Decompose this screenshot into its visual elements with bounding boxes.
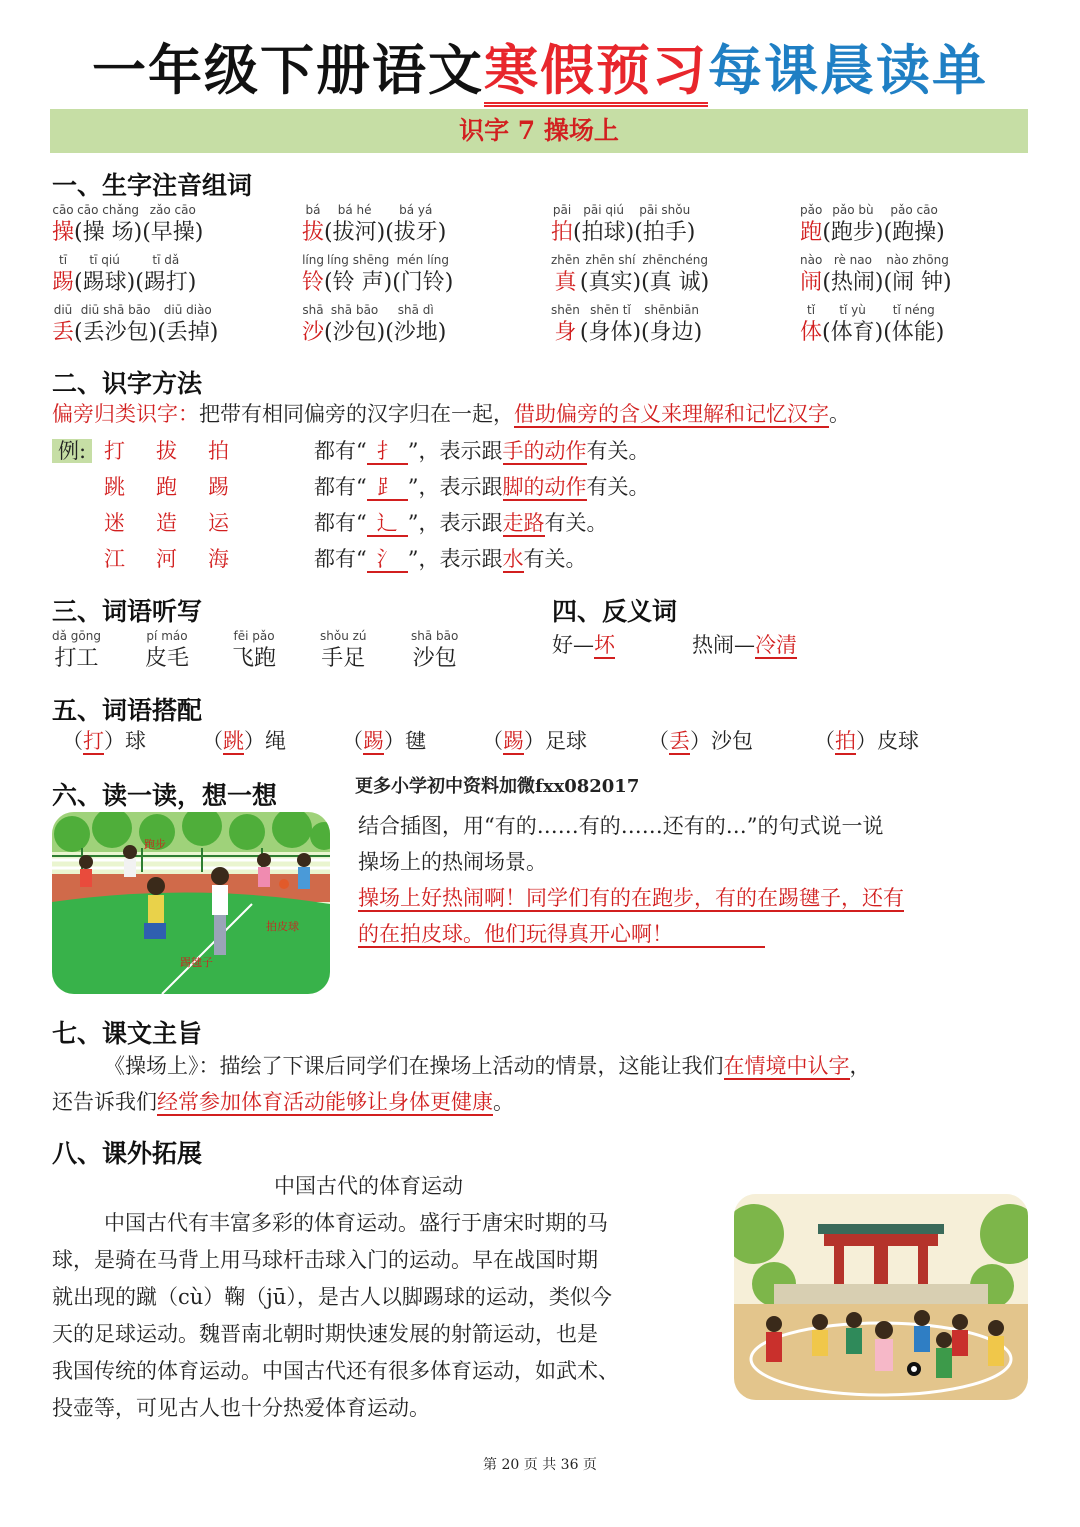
dictation-word: [320, 628, 367, 674]
hanzi: 手足: [321, 646, 366, 671]
vocab-word: [385, 202, 446, 248]
pinyin: tī dǎ: [152, 253, 180, 267]
hanzi: (真 诚): [641, 270, 710, 295]
article-line: 中国古代有丰富多彩的体育运动。盛行于唐宋时期的马: [104, 1211, 608, 1235]
example-char: 拔: [156, 439, 177, 463]
hanzi: 跑: [800, 220, 823, 245]
text: 都有“: [314, 511, 367, 535]
section-heading-4: 四、反义词: [552, 597, 678, 626]
vocab-char: [800, 302, 822, 348]
reading-answer-1: 操场上好热闹啊！同学们有的在跑步，有的在踢毽子，还有: [358, 886, 904, 910]
pinyin: shǒu zú: [320, 629, 367, 643]
verb: 踢: [363, 729, 384, 753]
dictation-word: [411, 628, 458, 674]
method-line: 偏旁归类识字：把带有相同偏旁的汉字归在一起，借助偏旁的含义来理解和记忆汉字。: [52, 402, 850, 426]
verb: 拍: [835, 729, 856, 753]
hanzi: 闹: [800, 270, 823, 295]
text: 有关。: [523, 547, 587, 571]
cuju-image: [734, 1194, 1028, 1400]
radical: 辶: [367, 511, 408, 537]
hanzi: 沙包: [412, 646, 457, 671]
section-heading-5: 五、词语搭配: [52, 696, 203, 725]
word: [232, 628, 276, 674]
noun: 沙包: [711, 729, 753, 753]
vocab-entry: [800, 302, 944, 348]
verb: 跳: [223, 729, 244, 753]
page-footer: 第 20 页 共 36 页: [483, 1457, 597, 1473]
vocab-word: [641, 252, 709, 298]
example-label: 例:: [52, 433, 92, 469]
vocab-entry: [52, 202, 203, 248]
vocab-word: [142, 202, 203, 248]
vocab-entry: [302, 252, 453, 298]
example-chars: [104, 433, 314, 469]
vocab-char: [800, 202, 822, 248]
hanzi: (体育): [822, 320, 884, 345]
vocab-word: [641, 302, 702, 348]
pinyin: tǐ yù: [839, 303, 866, 317]
article-line: 我国传统的体育运动。中国古代还有很多体育运动，如武术、: [52, 1359, 619, 1383]
pinyin: shā bāo: [330, 303, 379, 317]
vocab-char: [52, 202, 74, 248]
vocab-word: [580, 302, 641, 348]
section-heading-6: 六、读一读，想一想: [52, 781, 278, 810]
pinyin: rè nao: [833, 253, 872, 267]
hanzi: (真实): [579, 270, 642, 295]
article-line: 天的足球运动。魏晋南北朝时期快速发展的射箭运动，也是: [52, 1322, 598, 1346]
meaning: 手的动作: [502, 439, 587, 463]
vocab-entry: [551, 202, 695, 248]
pinyin: tī: [58, 253, 68, 267]
collocation-item: （跳）绳: [202, 729, 286, 753]
radical-row: [104, 505, 608, 541]
collocation-item: （打）球: [62, 729, 146, 753]
meaning: 走路: [502, 511, 545, 535]
noun: 球: [125, 729, 146, 753]
radical: 扌: [367, 439, 408, 465]
theme-line-1: 《操场上》：描绘了下课后同学们在操场上活动的情景，这能让我们在情境中认字，: [104, 1054, 871, 1078]
pinyin: pāi qiú: [583, 203, 624, 217]
hanzi: (沙包): [324, 320, 386, 345]
hanzi: 身: [554, 320, 577, 345]
vocab-entry: [551, 302, 702, 348]
hanzi: (铃 声): [324, 270, 393, 295]
lesson-banner: 识字 7 操场上: [50, 109, 1028, 153]
vocab-char: [302, 202, 324, 248]
section-heading-1: 一、生字注音组词: [52, 171, 253, 200]
text: 有关。: [586, 475, 650, 499]
theme-line-2: 还告诉我们经常参加体育活动能够让身体更健康。: [52, 1090, 514, 1114]
antonym-pair-1: 好—坏: [552, 633, 615, 657]
vocab-word: [324, 302, 385, 348]
hanzi: (身体): [579, 320, 642, 345]
example-chars: [104, 541, 314, 577]
vocab-entry: [52, 252, 196, 298]
pinyin: shā dì: [397, 303, 434, 317]
hanzi: 铃: [302, 270, 325, 295]
text: ”，表示跟: [407, 547, 503, 571]
vocab-word: [74, 252, 135, 298]
dictation-word: [232, 628, 276, 674]
text: ”，表示跟: [407, 475, 503, 499]
hanzi: 踢: [52, 270, 75, 295]
pinyin: pǎo cāo: [890, 203, 938, 217]
pinyin: shēn: [551, 303, 580, 317]
text: 都有“: [314, 475, 367, 499]
pinyin: shā: [302, 303, 324, 317]
pinyin: dǎ gōng: [52, 629, 101, 643]
dictation-word: [52, 628, 101, 674]
vocab-char: [302, 302, 324, 348]
pinyin: bá hé: [337, 203, 372, 217]
hanzi: (拔河): [324, 220, 386, 245]
hanzi: (拍手): [634, 220, 696, 245]
hanzi: (闹 钟): [883, 270, 952, 295]
noun: 皮球: [877, 729, 919, 753]
reading-prompt-1: 结合插图，用“有的……有的……还有的…”的句式说一说: [358, 814, 884, 838]
hanzi: (踢球): [74, 270, 136, 295]
vocab-char: [551, 202, 573, 248]
pinyin: zhēn: [551, 253, 580, 267]
ancient-sports-illustration: [734, 1194, 1028, 1400]
hanzi: (早操): [142, 220, 204, 245]
word: [145, 628, 189, 674]
example-chars: [104, 505, 314, 541]
vocab-word: [157, 302, 218, 348]
pinyin: diū diào: [163, 303, 212, 317]
text: 有关。: [544, 511, 608, 535]
pinyin: cāo chǎng: [77, 203, 140, 217]
pinyin: tǐ: [806, 303, 816, 317]
example-chars: [104, 469, 314, 505]
hanzi: (跑操): [883, 220, 945, 245]
pinyin: tī qiú: [89, 253, 120, 267]
vocab-word: [822, 252, 883, 298]
reading-prompt-2: 操场上的热闹场景。: [358, 850, 547, 874]
hanzi: (丢掉): [157, 320, 219, 345]
section-heading-7: 七、课文主旨: [52, 1019, 203, 1048]
collocation-item: （丢）沙包: [648, 729, 753, 753]
vocab-entry: [302, 202, 446, 248]
text: ”，表示跟: [407, 439, 503, 463]
radical: ⻊: [367, 475, 408, 501]
hanzi: 体: [800, 320, 823, 345]
label-running: 跑步: [144, 838, 166, 851]
hanzi: (丢沙包): [74, 320, 158, 345]
hanzi: (跑步): [822, 220, 884, 245]
example-char: 造: [156, 511, 177, 535]
pinyin: tǐ néng: [892, 303, 935, 317]
pinyin: pí máo: [146, 629, 188, 643]
pinyin: pāi: [552, 203, 572, 217]
vocab-entry: [302, 302, 446, 348]
verb: 踢: [503, 729, 524, 753]
example-char: 拍: [208, 439, 229, 463]
vocab-word: [883, 302, 944, 348]
word: [411, 628, 458, 674]
example-char: 踢: [208, 475, 229, 499]
radical-row: [104, 541, 587, 577]
section-heading-2: 二、识字方法: [52, 369, 203, 398]
hanzi: 皮毛: [145, 646, 190, 671]
pinyin: pāi shǒu: [639, 203, 691, 217]
pinyin: líng: [302, 253, 324, 267]
meaning: 脚的动作: [502, 475, 587, 499]
vocab-word: [135, 252, 196, 298]
example-char: 海: [208, 547, 229, 571]
pinyin: pǎo bù: [832, 203, 874, 217]
pinyin: nào zhōng: [886, 253, 949, 267]
pinyin: shā bāo: [411, 629, 459, 643]
antonym-pair-2: 热闹—冷清: [692, 633, 797, 657]
dictation-word: [145, 628, 189, 674]
vocab-entry: [800, 252, 952, 298]
pinyin: nào: [800, 253, 823, 267]
pinyin: fēi pǎo: [233, 629, 275, 643]
radical: 氵: [367, 547, 408, 573]
article-line: 就出现的蹴（cù）鞠（jū），是古人以脚踢球的运动，类似今: [52, 1285, 612, 1309]
label-shuttlecock: 踢毽子: [180, 956, 213, 969]
article-line: 投壶等，可见古人也十分热爱体育运动。: [52, 1396, 430, 1420]
example-char: 跑: [156, 475, 177, 499]
vocab-char: [800, 252, 822, 298]
hanzi: (踢打): [135, 270, 197, 295]
hanzi: 丢: [52, 320, 75, 345]
pinyin: pǎo: [800, 203, 823, 217]
pinyin: líng shēng: [327, 253, 390, 267]
vocab-word: [324, 252, 392, 298]
pinyin: zhēn shí: [585, 253, 636, 267]
promo-text: 更多小学初中资料加微fxx082017: [355, 776, 640, 797]
pinyin: zhēnchéng: [642, 253, 709, 267]
pinyin: shēnbiān: [644, 303, 699, 317]
example-char: 江: [104, 547, 125, 571]
noun: 足球: [545, 729, 587, 753]
vocab-char: [551, 252, 580, 298]
hanzi: 打工: [54, 646, 99, 671]
text: 有关。: [586, 439, 650, 463]
text: ”，表示跟: [407, 511, 503, 535]
vocab-word: [385, 302, 446, 348]
hanzi: (沙地): [385, 320, 447, 345]
vocab-char: [52, 302, 74, 348]
playground-illustration: [52, 812, 330, 994]
vocab-word: [573, 202, 634, 248]
meaning: 水: [502, 547, 524, 571]
collocation-item: （踢）足球: [482, 729, 587, 753]
example-char: 河: [156, 547, 177, 571]
hanzi: (体能): [883, 320, 945, 345]
pinyin: diū shā bāo: [80, 303, 151, 317]
example-char: 运: [208, 511, 229, 535]
page-title: 一年级下册语文寒假预习每课晨读单: [0, 28, 1080, 105]
article-line: 球，是骑在马背上用马球杆击球入门的运动。早在战国时期: [52, 1248, 598, 1272]
text: 都有“: [314, 547, 367, 571]
pinyin: diū: [53, 303, 73, 317]
example-char: 跳: [104, 475, 125, 499]
collocation-item: （踢）毽: [342, 729, 426, 753]
pinyin: bá: [305, 203, 321, 217]
vocab-char: [302, 252, 324, 298]
vocab-word: [580, 252, 641, 298]
collocation-item: （拍）皮球: [814, 729, 919, 753]
label-bouncing-ball: 拍皮球: [266, 920, 299, 933]
vocab-entry: [551, 252, 709, 298]
pinyin: mén líng: [396, 253, 449, 267]
hanzi: (热闹): [822, 270, 884, 295]
pinyin: zǎo cāo: [149, 203, 196, 217]
example-char: 打: [104, 439, 125, 463]
text: 都有“: [314, 439, 367, 463]
hanzi: 拍: [551, 220, 574, 245]
hanzi: (拔牙): [385, 220, 447, 245]
vocab-entry: [800, 202, 945, 248]
hanzi: (操 场): [74, 220, 143, 245]
vocab-word: [883, 202, 944, 248]
vocab-word: [324, 202, 385, 248]
section-heading-8: 八、课外拓展: [52, 1139, 203, 1168]
pinyin: cāo: [52, 203, 74, 217]
section-heading-3: 三、词语听写: [52, 597, 203, 626]
hanzi: (拍球): [573, 220, 635, 245]
vocab-word: [634, 202, 695, 248]
verb: 丢: [669, 729, 690, 753]
vocab-word: [74, 302, 157, 348]
hanzi: 飞跑: [232, 646, 277, 671]
word: [52, 628, 101, 674]
hanzi: 拔: [302, 220, 325, 245]
vocab-entry: [52, 302, 218, 348]
article-title: 中国古代的体育运动: [274, 1174, 463, 1198]
noun: 毽: [405, 729, 426, 753]
hanzi: (身边): [641, 320, 703, 345]
vocab-char: [52, 252, 74, 298]
verb: 打: [83, 729, 104, 753]
word: [320, 628, 367, 674]
vocab-char: [551, 302, 580, 348]
hanzi: 操: [52, 220, 75, 245]
noun: 绳: [265, 729, 286, 753]
vocab-word: [822, 302, 883, 348]
vocab-word: [883, 252, 951, 298]
radical-row: [104, 433, 650, 469]
hanzi: 真: [554, 270, 577, 295]
example-char: 迷: [104, 511, 125, 535]
hanzi: 沙: [302, 320, 325, 345]
radical-row: [104, 469, 650, 505]
hanzi: (门铃): [392, 270, 454, 295]
pinyin: bá yá: [399, 203, 433, 217]
vocab-word: [822, 202, 883, 248]
vocab-word: [74, 202, 142, 248]
vocab-word: [392, 252, 453, 298]
reading-answer-2: 的在拍皮球。他们玩得真开心啊！: [358, 916, 765, 952]
pinyin: shēn tǐ: [590, 303, 631, 317]
